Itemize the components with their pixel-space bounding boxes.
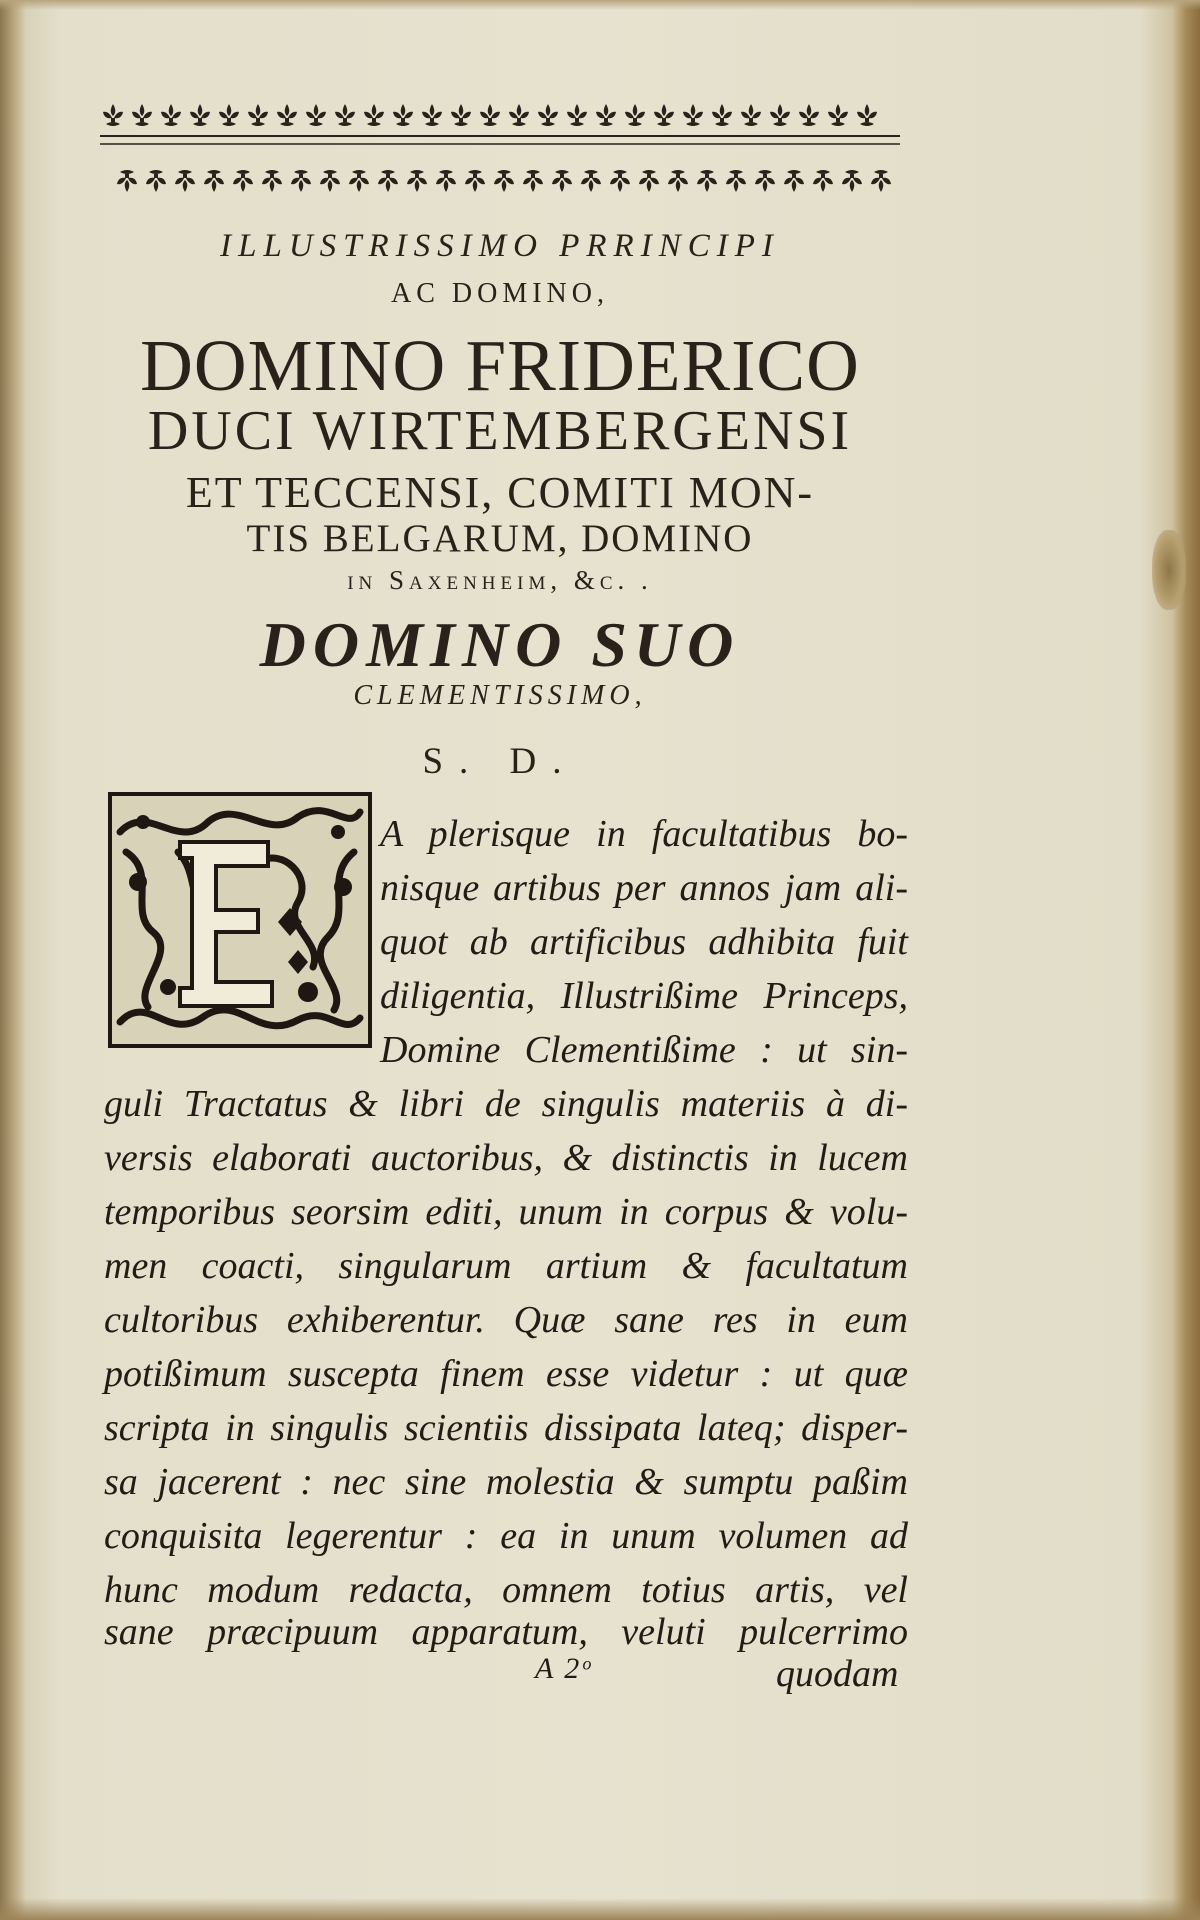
foliage-initial-icon [108,792,372,1048]
text-line-9: men coacti, singularum artium & facultatum [104,1245,908,1287]
headpiece-ornament [100,96,900,200]
dedication-line-6: TIS BELGARUM, DOMINO [246,517,754,560]
text-line-10: cultoribus exhiberentur. Quæ sane res in eum [104,1299,908,1341]
text-line-14: conquisita legerentur : ea in unum volumen ad [104,1515,908,1557]
text-line-16: sane præcipuum apparatum, veluti pulcerrimo [104,1611,908,1653]
fleuron-band-icon [100,96,900,200]
text-line-2: nisque artibus per annos jam ali- [380,867,908,909]
text-line-15: hunc modum redacta, omnem totius artis, vel [104,1569,908,1611]
text-line-11: potißimum suscepta finem esse videtur : ut quæ [104,1353,908,1395]
text-line-1: A plerisque in facultatibus bo- [380,813,908,855]
text-line-3: quot ab artificibus adhibita fuit [380,921,908,963]
dedication-line-9: CLEMENTISSIMO, [353,680,647,711]
page-top-edge [0,0,1200,10]
dedication-line-2: AC DOMINO, [391,278,609,309]
dedication-domino-suo: DOMINO SUO [259,609,741,680]
dedication-name-line: DOMINO FRIDERICO [140,325,860,406]
text-line-7: versis elaborati auctoribus, & distinctis in lucem [104,1137,908,1179]
text-line-13: sa jacerent : nec sine molestia & sumptu paßim [104,1461,908,1503]
text-line-12: scripta in singulis scientiis dissipata lateq; disper- [104,1407,908,1449]
dedication-line-5: ET TECCENSI, COMITI MON- [185,468,815,517]
text-line-6: guli Tractatus & libri de singulis materiis à di- [104,1083,908,1125]
decorated-initial [108,792,372,1048]
text-line-8: temporibus seorsim editi, unum in corpus & volu- [104,1191,908,1233]
page-bottom-edge [0,1898,1200,1920]
catchword: quodam [776,1653,899,1695]
dedication-title-line: DUCI WIRTEMBERGENSI [147,400,853,462]
signature-mark: A 2ᵒ [535,1652,592,1685]
dedication-line-7: in Saxenheim, &c. . [347,565,653,595]
text-line-5: Domine Clementißime : ut sin- [380,1029,908,1071]
text-line-4: diligentia, Illustrißime Princeps, [380,975,908,1017]
salutation: S. D. [422,741,578,782]
dedication-line-1: ILLUSTRISSIMO PRRINCIPI [220,228,780,264]
paper-stain [1152,530,1186,610]
